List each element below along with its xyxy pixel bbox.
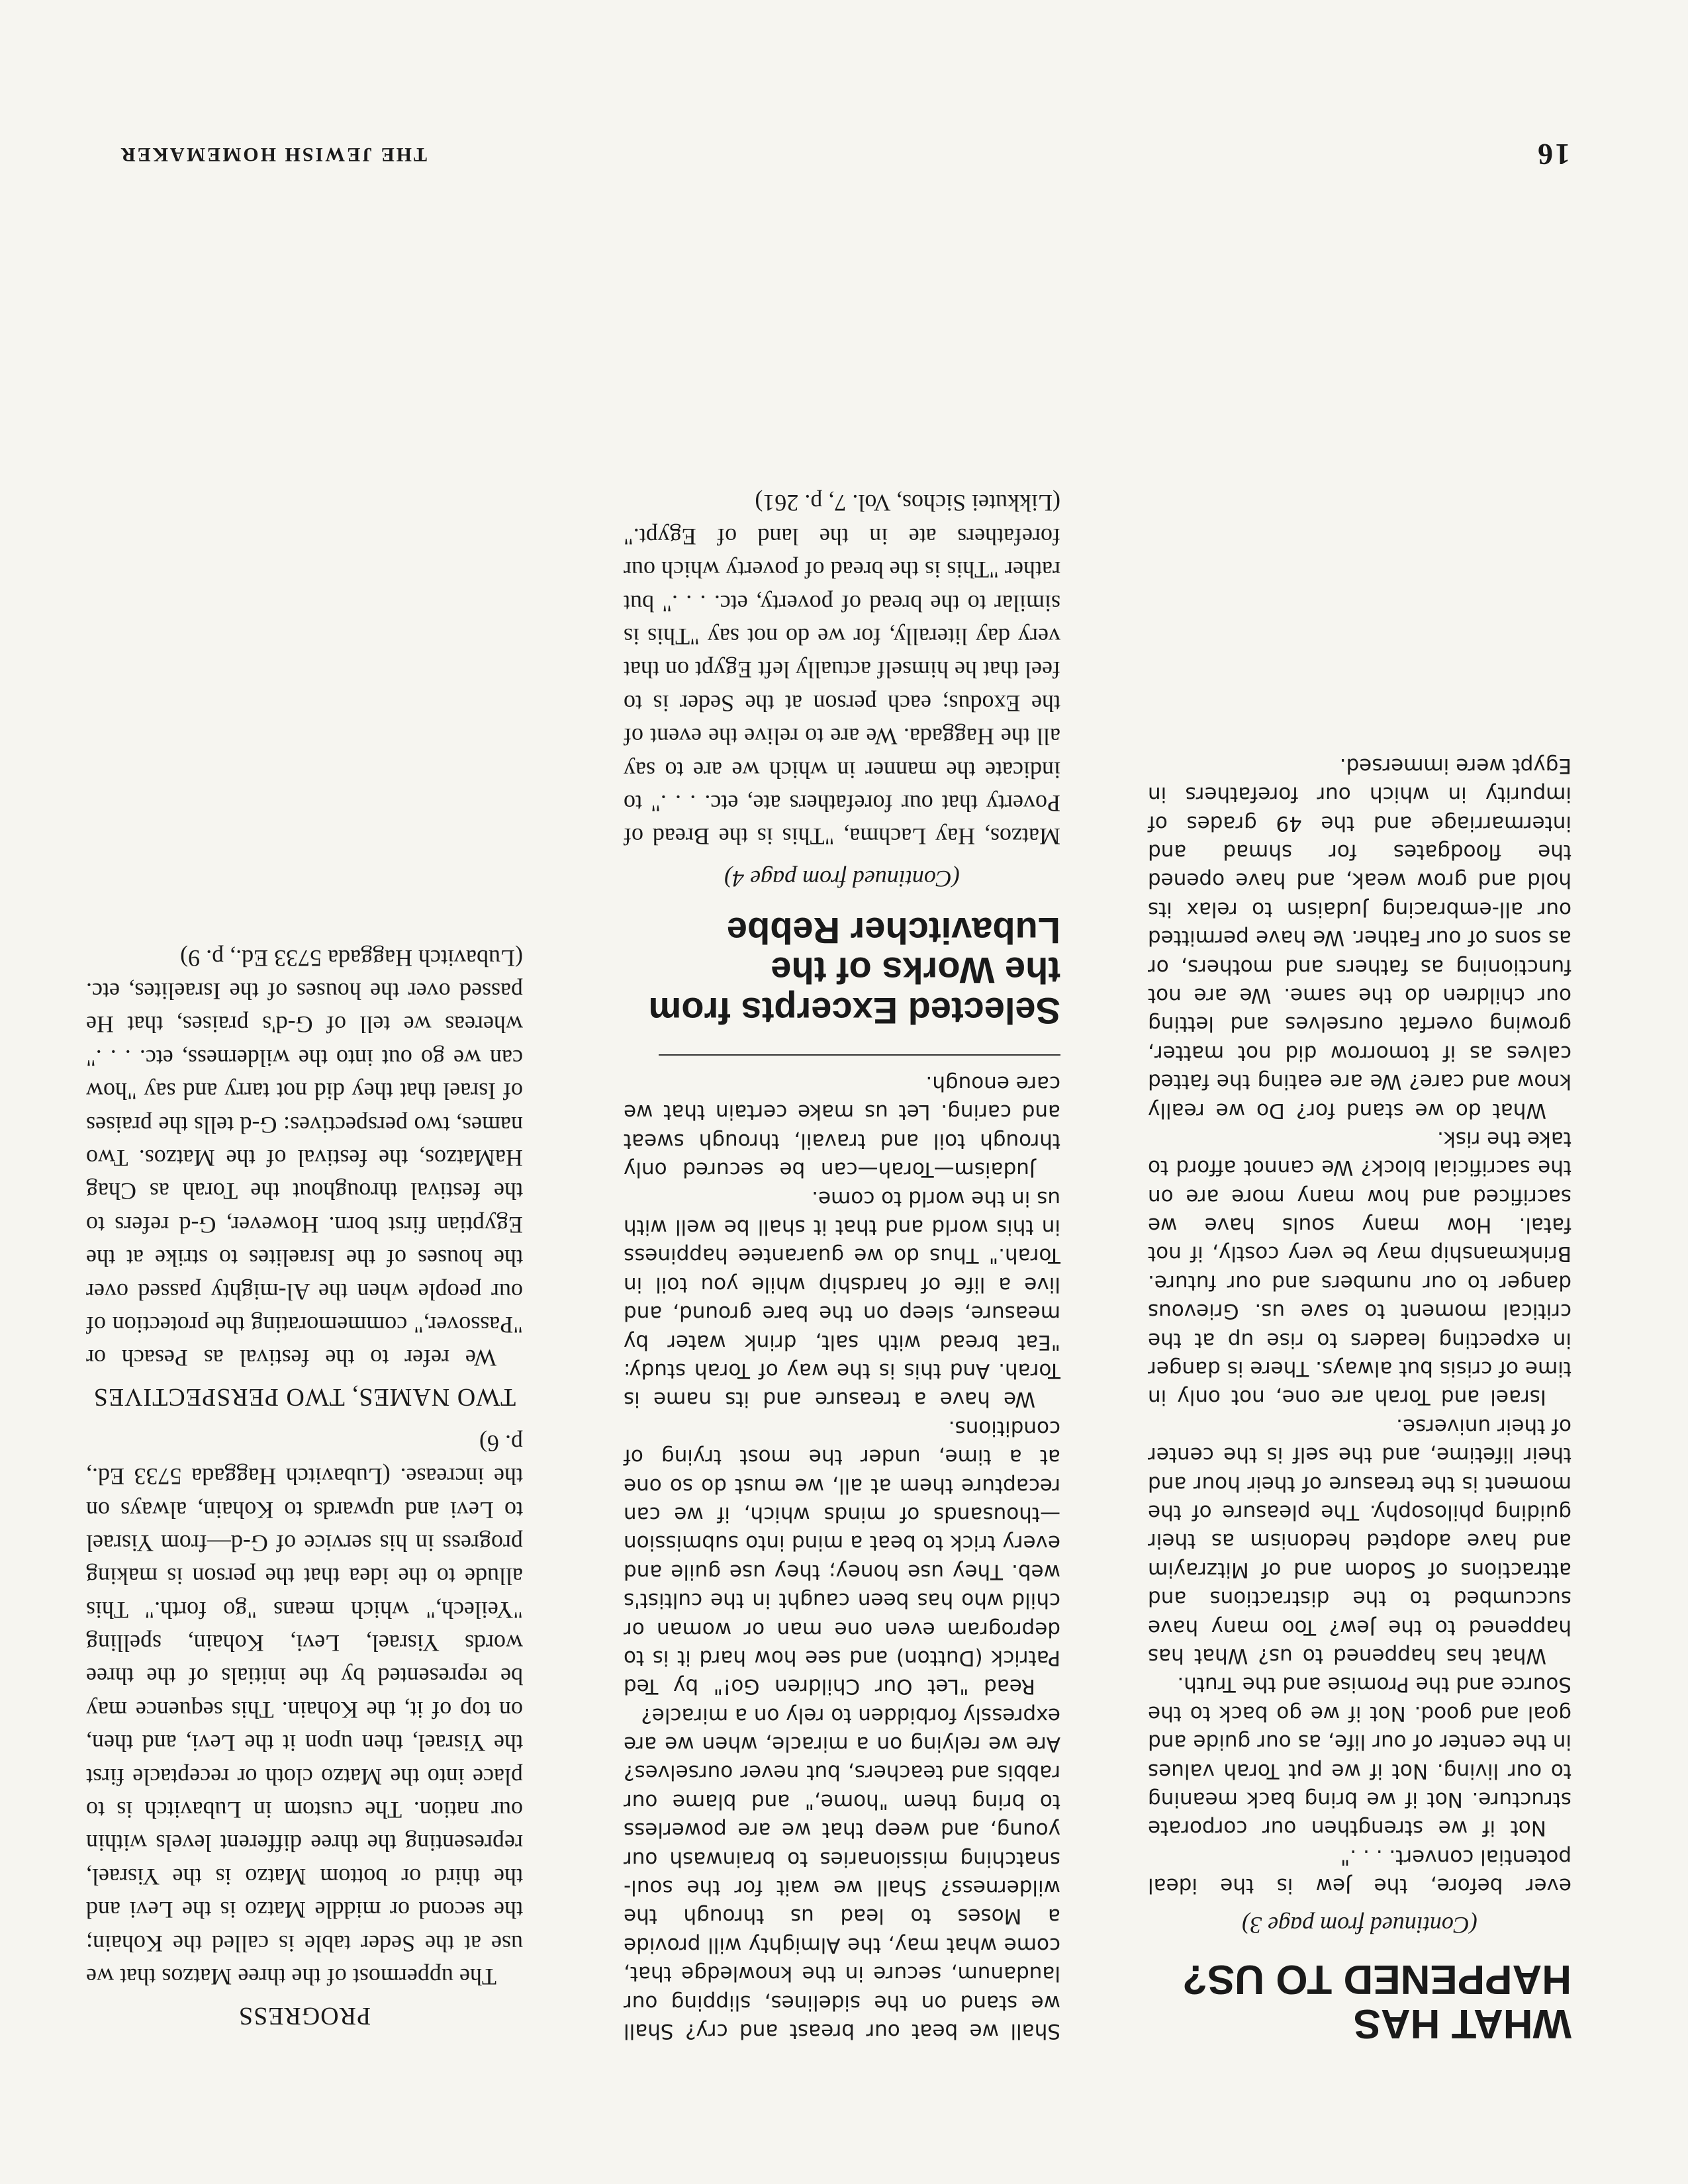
paragraph: Not if we strengthen our corporate structure. Not if we bring back meaning to our living. Not if we put Torah values in the center of our life, as our guide and goal and good. Not if we go back to the Source and the Promise and the Truth. (1148, 1672, 1571, 1841)
paragraph: The uppermost of the three Matzos that we use at the Seder table is called the Kohain; the second or middle Matzo is the Levi and the third or bottom Matzo is the Yisrael, representing the three different levels within our nation. The custom in Lubavitch is to place into the Matzo cloth or receptacle first the Yisrael, then upon it the Levi, and then, on top of it, the Kohain. This sequence may be represented by the initials of the three words Yisrael, Levi, Kohain, spelling "Yeilech," which means "go forth." This allude to the idea that the person is making progress in his service of G-d—from Yisrael to Levi and upwards to Kohain, always on the increase. (Lubavitch Haggada 5733 Ed., p. 6) (86, 1430, 523, 1990)
paragraph: Israel and Torah are one, not only in time of crisis but always. There is danger in expecting leaders to rise up at the critical moment to save us. Grievous danger to our numbers and our future. Brinkmanship may be very costly, if not fatal. How many souls have we sacrificed and how many more are on the sacrificial block? We cannot afford to take the risk. (1148, 1126, 1571, 1410)
article-title-excerpts: Selected Excerpts from the Works of the Lubavitcher Rebbe (648, 909, 1060, 1032)
section-heading-two-names: TWO NAMES, TWO PERSPECTIVES (93, 1383, 516, 1412)
page-number: 16 (1536, 138, 1570, 171)
paragraph: We refer to the festival as Pesach or "Passover," commemorating the protection of our people when the Al-mighty passed over the houses of the Israelites to strike at the Egyptian first born. However, G-d refers to the festival throughout the Torah as Chag HaMatzos, the festival of the Matzos. Two names, two perspectives: G-d tells the praises of Israel that they did not tarry and say "how can we go out into the wilderness, etc. . . ." whereas we tell of G-d's praises, that He passed over the houses of the Israelites, etc. (Lubavitch Haggada 5733 Ed., p. 9) (86, 944, 523, 1372)
article-separator-rule (659, 1054, 1060, 1056)
paragraph: Read "Let Our Children Go!" by Ted Patrick (Dutton) and see how hard it is to deprogram even one man or woman or child who has been caught in the cultist's web. They use honey; they use guile and every trick to beat a mind into submission—thousands of minds which, if we can recapture them at all, we must do so one at a time, under the most trying of conditions. (624, 1416, 1060, 1699)
continued-note-page-4: (Continued from page 4) (724, 866, 960, 893)
paragraph: Matzos, Hay Lachma, "This is the Bread of Poverty that our forefathers ate, etc. . . ." to indicate the manner in which we are to say all the Haggada. We are to relive the event of the Exodus; each person at the Seder is to feel that he himself actually left Egypt on that very day literally, for we do not say "This is similar to the bread of poverty, etc. . . ." but rather "This is the bread of poverty which our forefathers ate in the land of Egypt." (Likkutei Sichos, Vol. 7, p. 261) (624, 490, 1060, 850)
paragraph: What do we stand for? Do we really know and care? We are eating the fatted calves as if tomorrow did not matter, growing overfat ourselves and letting our children do the same. We are not functioning as fathers and mothers, or as sons of our Father. We have permitted our all-embracing Judaism to relax its hold and grow weak, and have opened the floodgates for shmad and intermarriage and the 49 grades of impurity in which our forefathers in Egypt were immersed. (1148, 753, 1571, 1122)
article-title-happened: WHAT HAS HAPPENED TO US? (1182, 1956, 1571, 2046)
paragraph: What has happened to us? What has happened to the Jew? Too many have succumbed to the distractions and attractions of Sodom and of Mitzrayim and have adopted hedonism as their guiding philosophy. The pleasure of the moment is the treasure of their hour and their lifetime, and the self is the center of their universe. (1148, 1414, 1571, 1668)
paragraph: We have a treasure and its name is Torah. And this is the way of Torah study: "Eat bread with salt, drink water by measure, sleep on the bare ground, and live a life of hardship while you toil in Torah." Thus do we guarantee happiness in this world and that it shall be well with us in the world to come. (624, 1186, 1060, 1412)
continued-note-page-3: (Continued from page 3) (1242, 1912, 1477, 1939)
column-2 (624, 486, 1060, 2045)
paragraph: Judaism—Torah—can be secured only through toil and travail, through sweat and caring. Let us make certain that we care enough. (624, 1071, 1060, 1182)
column-1 (1148, 751, 1571, 2045)
section-heading-progress: PROGRESS (238, 2002, 371, 2030)
paragraph: Shall we beat our breast and cry? Shall we stand on the sidelines, slipping our laudanum, secure in the knowledge that, come what may, the Almighty will provide a Moses to lead us through the wilderness? Shall we wait for the soul-snatching missionaries to brainwash our young, and weep that we are powerless to bring them "home," and blame our rabbis and teachers, but never ourselves? Are we relying on a miracle, when we are expressly forbidden to rely on a miracle? (624, 1703, 1060, 2043)
journal-title: THE JEWISH HOMEMAKER (119, 144, 428, 165)
paragraph: ever before, the Jew is the ideal potential convert. . . ." (1148, 1844, 1571, 1898)
column-3 (86, 941, 523, 2045)
